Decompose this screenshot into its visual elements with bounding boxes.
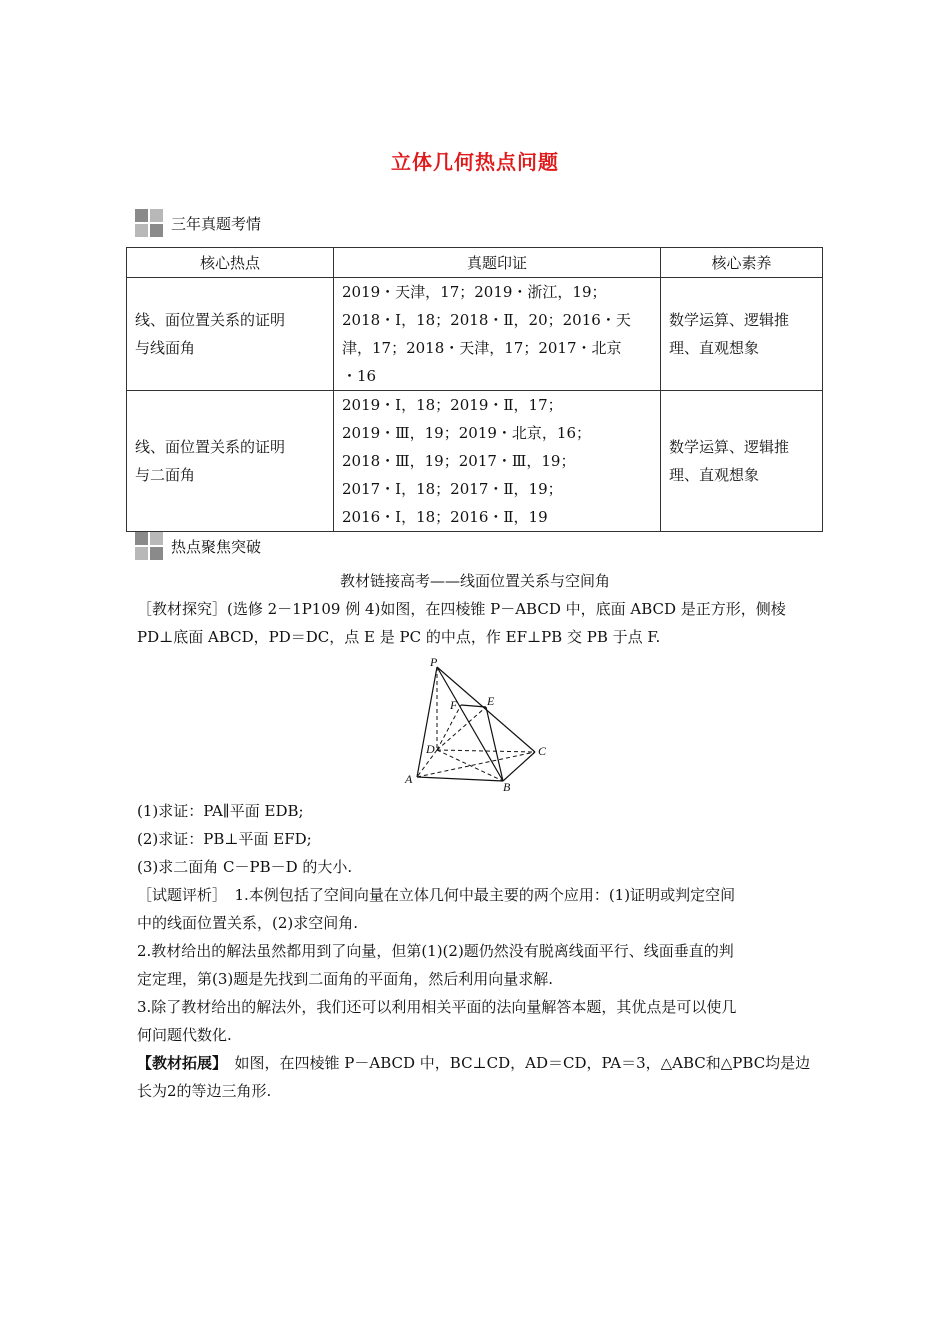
cell-text: ・16	[342, 367, 377, 385]
edge-DE	[437, 707, 486, 750]
cell-text: 2019・天津，17；2019・浙江，19；	[342, 283, 607, 301]
explore-line-1: ［教材探究］(选修 2－1P109 例 4)如图，在四棱锥 P－ABCD 中，底面 ABCD 是正方形，侧棱	[137, 600, 786, 618]
header-hotspot: 核心热点	[127, 248, 334, 278]
cell-text: 2019・Ⅲ，19；2019・北京，16；	[342, 424, 591, 442]
cell-text: 理、直观想象	[669, 466, 760, 484]
extension-label: 【教材拓展】	[137, 1054, 220, 1072]
label-C: C	[538, 744, 547, 758]
cell-text: 津，17；2018・天津，17；2017・北京	[342, 339, 622, 357]
section-header-exam	[135, 209, 261, 237]
grid-squares-icon	[135, 532, 163, 560]
analysis-line: 定定理，第(3)题是先找到二面角的平面角，然后利用向量求解.	[137, 970, 554, 988]
cell-literacy	[661, 278, 823, 391]
question-item: (2)求证：PB⊥平面 EFD;	[137, 830, 312, 848]
edge-EB	[486, 707, 503, 781]
extension-line-1	[137, 1049, 817, 1077]
cell-text: 数学运算、逻辑推	[669, 438, 790, 456]
edge-DF	[437, 705, 461, 750]
cell-text: 2018・Ⅲ，19；2017・Ⅲ，19；	[342, 452, 576, 470]
pyramid-figure	[395, 655, 555, 795]
extension-line-2: 长为2的等边三角形.	[137, 1082, 272, 1100]
table-header-row	[127, 248, 823, 278]
cell-evidence	[334, 391, 661, 532]
label-F: F	[450, 698, 458, 712]
cell-text: 2016・Ⅰ，18；2016・Ⅱ，19	[342, 508, 548, 526]
header-evidence: 真题印证	[334, 248, 661, 278]
section-label: 三年真题考情	[171, 214, 262, 233]
cell-text: 数学运算、逻辑推	[669, 311, 790, 329]
edge-BC	[503, 752, 535, 781]
section-header-focus	[135, 532, 261, 560]
analysis-paragraph	[137, 881, 817, 1049]
analysis-line: 3.除了教材给出的解法外，我们还可以利用相关平面的法向量解答本题，其优点是可以使几	[137, 998, 737, 1016]
cell-literacy	[661, 391, 823, 532]
extension-text: 如图，在四棱锥 P－ABCD 中，BC⊥CD，AD＝CD，PA＝3，△ABC和△PBC均是边	[219, 1054, 811, 1072]
cell-text: 线、面位置关系的证明	[135, 438, 286, 456]
label-B: B	[503, 780, 511, 794]
cell-text: 与线面角	[135, 339, 196, 357]
explore-line-2: PD⊥底面 ABCD，PD＝DC，点 E 是 PC 的中点，作 EF⊥PB 交 PB 于点 F.	[137, 628, 661, 646]
cell-text: 2017・Ⅰ，18；2017・Ⅱ，19；	[342, 480, 563, 498]
cell-evidence	[334, 278, 661, 391]
table-row	[127, 278, 823, 391]
cell-hotspot	[127, 391, 334, 532]
section-label: 热点聚焦突破	[171, 537, 262, 556]
cell-hotspot	[127, 278, 334, 391]
explore-paragraph	[137, 595, 817, 651]
label-E: E	[487, 694, 495, 708]
table-row	[127, 391, 823, 532]
exam-table	[126, 247, 823, 532]
cell-text: 2019・Ⅰ，18；2019・Ⅱ，17；	[342, 396, 563, 414]
cell-text: 2018・Ⅰ，18；2018・Ⅱ，20；2016・天	[342, 311, 631, 329]
grid-squares-icon	[135, 209, 163, 237]
analysis-line: 何问题代数化.	[137, 1026, 232, 1044]
cell-text: 与二面角	[135, 466, 196, 484]
edge-PB	[437, 667, 503, 781]
questions-list	[137, 797, 817, 881]
cell-text: 线、面位置关系的证明	[135, 311, 286, 329]
question-item: (3)求二面角 C－PB－D 的大小.	[137, 858, 353, 876]
edge-AB	[417, 777, 503, 781]
label-A: A	[405, 772, 413, 786]
header-literacy: 核心素养	[661, 248, 823, 278]
edge-DB	[437, 750, 503, 781]
page-title: 立体几何热点问题	[391, 150, 559, 174]
analysis-line: ［试题评析］ 1.本例包括了空间向量在立体几何中最主要的两个应用：(1)证明或判定空间	[137, 886, 736, 904]
analysis-line: 中的线面位置关系，(2)求空间角.	[137, 914, 359, 932]
edge-AC	[417, 752, 535, 777]
cell-text: 理、直观想象	[669, 339, 760, 357]
label-D: D	[426, 742, 435, 756]
question-item: (1)求证：PA∥平面 EDB;	[137, 802, 304, 820]
edge-PA	[417, 667, 437, 777]
extension-paragraph	[137, 1049, 817, 1105]
subtitle: 教材链接高考——线面位置关系与空间角	[339, 572, 610, 590]
label-P: P	[430, 655, 438, 669]
analysis-line: 2.教材给出的解法虽然都用到了向量，但第(1)(2)题仍然没有脱离线面平行、线面垂直的判	[137, 942, 734, 960]
